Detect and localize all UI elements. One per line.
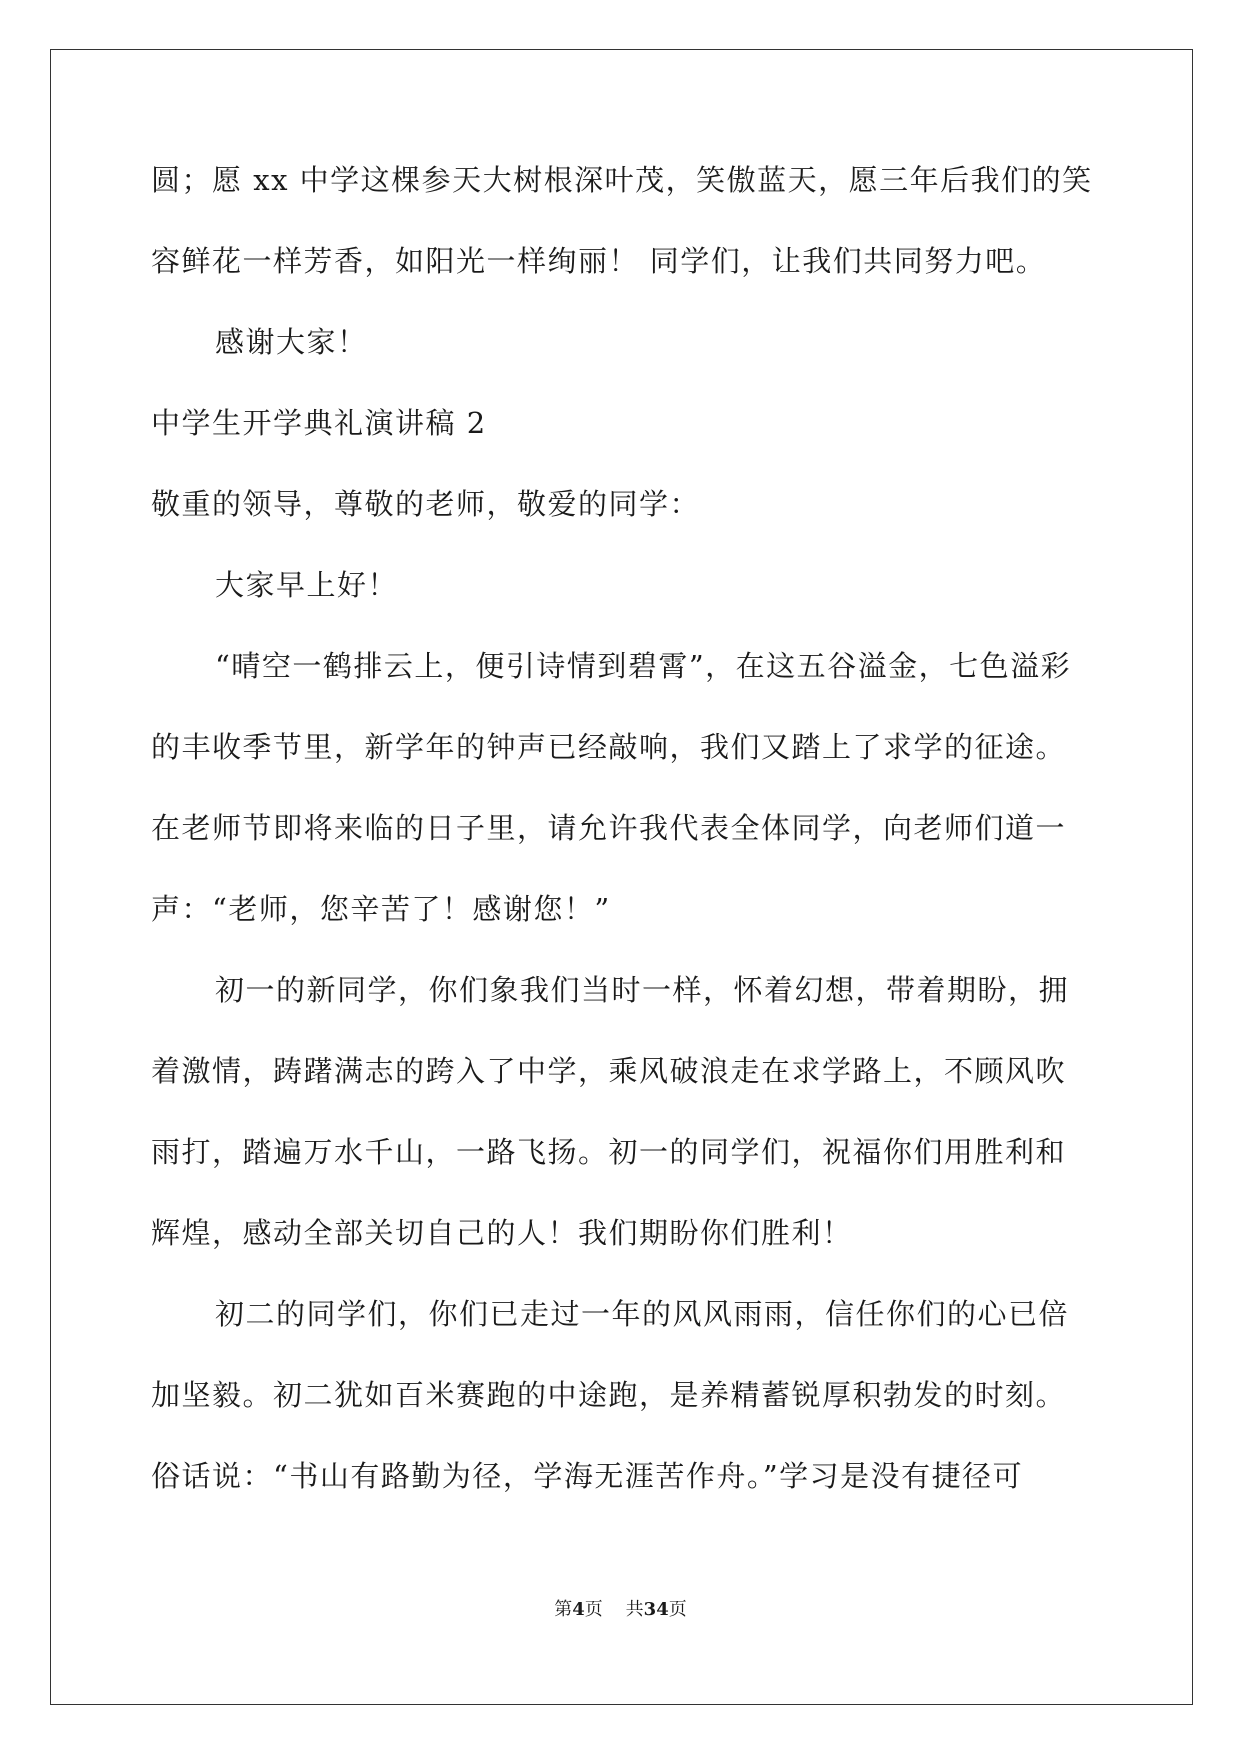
text-line: 着激情，踌躇满志的跨入了中学，乘风破浪走在求学路上，不顾风吹 [151,1054,1067,1088]
text-line: 加坚毅。初二犹如百米赛跑的中途跑，是养精蓄锐厚积勃发的时刻。 [151,1378,1067,1412]
footer-page-suffix: 页 [584,1599,603,1620]
greeting: 大家早上好！ [215,568,399,602]
section-title: 中学生开学典礼演讲稿 2 [151,406,487,440]
text-line: 雨打，踏遍万水千山，一路飞扬。初一的同学们，祝福你们用胜利和 [151,1135,1067,1169]
salutation: 敬重的领导，尊敬的老师，敬爱的同学： [151,487,701,521]
text-line: 初一的新同学，你们象我们当时一样，怀着幻想，带着期盼，拥 [215,973,1070,1007]
text-line: “晴空一鹤排云上，便引诗情到碧霄”，在这五谷溢金，七色溢彩 [215,649,1072,683]
text-line: 俗话说：“书山有路勤为径，学海无涯苦作舟。”学习是没有捷径可 [151,1459,1024,1493]
footer-total-prefix: 共 [625,1599,644,1620]
text-line: 声：“老师，您辛苦了！感谢您！” [151,892,611,926]
text-line: 辉煌，感动全部关切自己的人！我们期盼你们胜利！ [151,1216,853,1250]
text-line: 的丰收季节里，新学年的钟声已经敲响，我们又踏上了求学的征途。 [151,730,1067,764]
text-line: 初二的同学们，你们已走过一年的风风雨雨，信任你们的心已倍 [215,1297,1070,1331]
text-line: 在老师节即将来临的日子里，请允许我代表全体同学，向老师们道一 [151,811,1067,845]
total-pages: 34 [643,1599,669,1620]
footer-total-suffix: 页 [668,1599,687,1620]
closing-line: 感谢大家！ [215,325,368,359]
footer-prefix: 第 [554,1599,573,1620]
page-footer [0,1598,1241,1622]
text-line: 圆；愿 xx 中学这棵参天大树根深叶茂，笑傲蓝天，愿三年后我们的笑 [151,163,1093,197]
text-line: 容鲜花一样芳香，如阳光一样绚丽！ 同学们，让我们共同努力吧。 [151,244,1047,278]
page-number: 4 [572,1599,585,1620]
